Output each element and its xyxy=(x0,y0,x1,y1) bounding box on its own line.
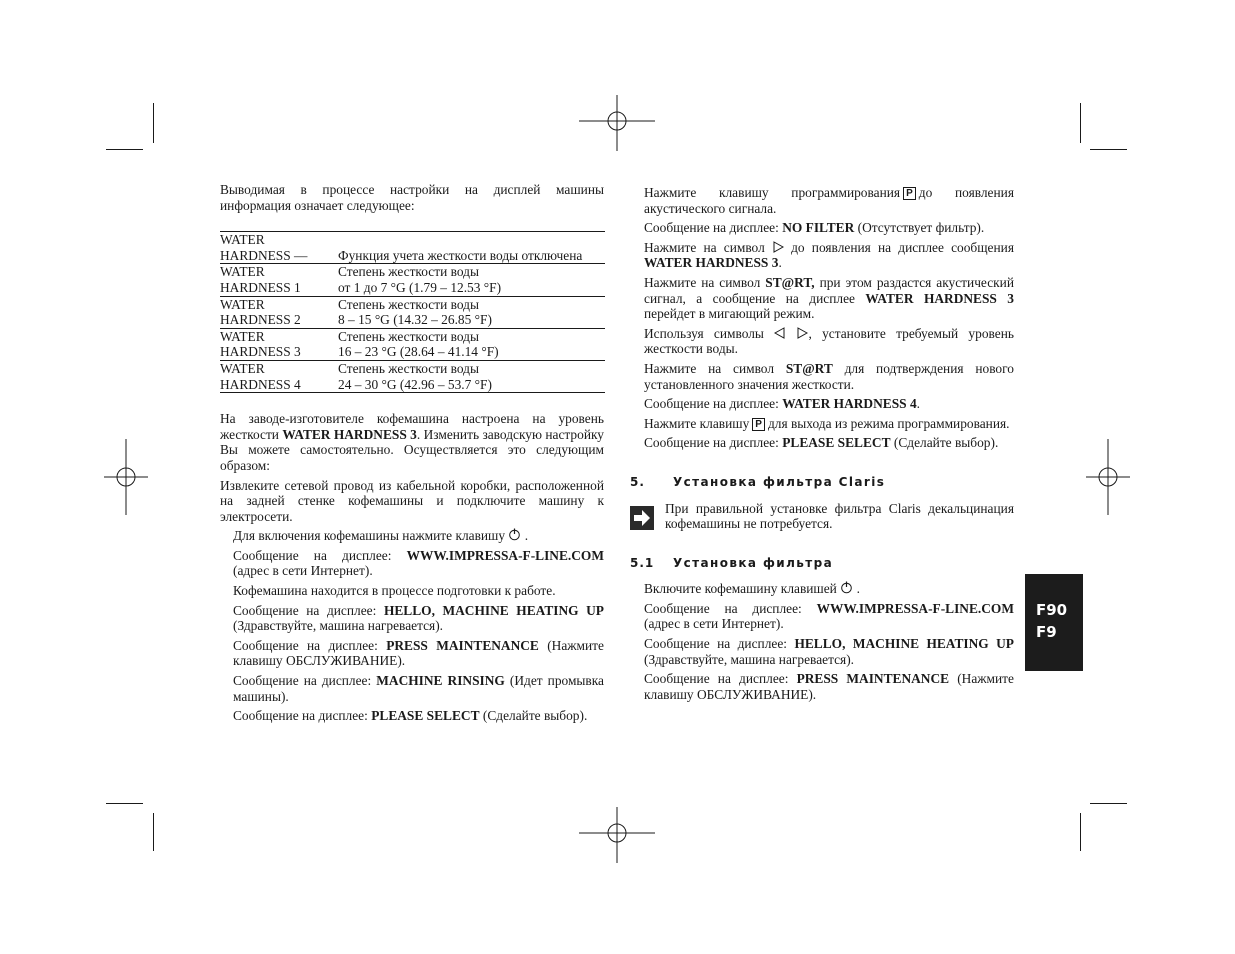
water-hardness-table xyxy=(220,231,605,393)
power-icon xyxy=(508,528,521,541)
table-row: WATER HARDNESS 3 Степень жесткости воды 16 – 23 °G (28.64 – 41.14 °F) xyxy=(220,328,605,360)
display-message-step: Сообщение на дисплее: WWW.IMPRESSA-F-LINE.COM (адрес в сети Интернет). xyxy=(233,547,604,579)
arrow-left-icon xyxy=(774,327,786,339)
registration-mark-icon xyxy=(579,95,655,151)
display-message-step: Сообщение на дисплее: PRESS MAINTENANCE (Нажмите клавишу ОБСЛУЖИВАНИЕ). xyxy=(233,637,604,669)
start-step: Нажмите на символ ST@RT, при этом раздастся акустический сигнал, а сообщение на дисплее WATER HARDNESS 3 перейдет в мигающий режим. xyxy=(644,274,1014,322)
arrow-right-icon xyxy=(772,241,784,253)
crop-mark xyxy=(106,803,143,804)
display-message-step: Сообщение на дисплее: WWW.IMPRESSA-F-LINE.COM (адрес в сети Интернет). xyxy=(644,600,1014,632)
display-message-step: Сообщение на дисплее: PLEASE SELECT (Сделайте выбор). xyxy=(233,708,588,724)
registration-mark-icon xyxy=(104,439,148,515)
registration-mark-icon xyxy=(579,807,655,863)
display-message-step: Сообщение на дисплее: PLEASE SELECT (Сделайте выбор). xyxy=(644,435,999,451)
crop-mark xyxy=(153,813,154,851)
intro-paragraph: Выводимая в процессе настройки на дисплей машины информация означает следующее: xyxy=(220,182,604,213)
table-row: WATER HARDNESS 1 Степень жесткости воды от 1 до 7 °G (1.79 – 12.53 °F) xyxy=(220,264,605,296)
hint-arrow-icon xyxy=(630,506,654,530)
program-key-icon: P xyxy=(903,187,916,200)
programming-step: Нажмите клавишу программирования P до появления акустического сигнала. xyxy=(644,185,1014,216)
table-row: WATER HARDNESS — Функция учета жесткости воды отключена xyxy=(220,232,605,264)
power-on-step: Для включения кофемашины нажмите клавишу . xyxy=(233,528,529,544)
section-heading: 5. Установка фильтра Claris xyxy=(630,474,886,489)
display-message-step: Сообщение на дисплее: WATER HARDNESS 4. xyxy=(644,396,921,412)
arrow-right-icon xyxy=(796,327,808,339)
note-text: При правильной установке фильтра Claris декальцинация кофемашины не потребуется. xyxy=(665,500,1014,532)
crop-mark xyxy=(106,149,143,150)
exit-step: Нажмите клавишу P для выхода из режима программирования. xyxy=(644,415,1010,431)
power-icon xyxy=(840,581,853,594)
confirm-step: Нажмите на символ ST@RT для подтверждения нового установленного значения жесткости. xyxy=(644,360,1014,392)
display-message-step: Сообщение на дисплее: HELLO, MACHINE HEATING UP (Здравствуйте, машина нагревается). xyxy=(233,602,604,634)
factory-setting-paragraph: На заводе-изготовителе кофемашина настроена на уровень жесткости WATER HARDNESS 3. Изменить заводскую настройку Вы можете самостоятельно. Осуществляется это следующим образом: xyxy=(220,411,604,473)
crop-mark xyxy=(1080,103,1081,143)
program-key-icon: P xyxy=(752,418,765,431)
crop-mark xyxy=(1090,803,1127,804)
subsection-heading: 5.1 Установка фильтра xyxy=(630,555,834,570)
table-row: WATER HARDNESS 4 Степень жесткости воды 24 – 30 °G (42.96 – 53.7 °F) xyxy=(220,360,605,392)
table-row: WATER HARDNESS 2 Степень жесткости воды 8 – 15 °G (14.32 – 26.85 °F) xyxy=(220,296,605,328)
display-message-step: Сообщение на дисплее: MACHINE RINSING (Идет промывка машины). xyxy=(233,673,604,704)
crop-mark xyxy=(1080,813,1081,851)
display-message-step: Сообщение на дисплее: HELLO, MACHINE HEATING UP (Здравствуйте, машина нагревается). xyxy=(644,636,1014,667)
symbol-step: Нажмите на символ до появления на дисплее сообщения WATER HARDNESS 3. xyxy=(644,239,1014,271)
cable-paragraph: Извлеките сетевой провод из кабельной коробки, расположенной на задней стенке кофемашины и подключите машину к электросети. xyxy=(220,477,604,524)
model-tab: F90 F9 xyxy=(1025,574,1083,671)
adjust-step: Используя символы , установите требуемый уровень жесткости воды. xyxy=(644,325,1014,357)
preparing-step: Кофемашина находится в процессе подготовки к работе. xyxy=(233,583,556,599)
display-message-step: Сообщение на дисплее: PRESS MAINTENANCE (Нажмите клавишу ОБСЛУЖИВАНИЕ). xyxy=(644,671,1014,702)
right-column xyxy=(630,185,1014,706)
crop-mark xyxy=(1090,149,1127,150)
crop-mark xyxy=(153,103,154,143)
turn-on-step: Включите кофемашину клавишей . xyxy=(644,581,860,597)
left-column xyxy=(220,182,604,728)
display-message-step: Сообщение на дисплее: NO FILTER (Отсутствует фильтр). xyxy=(644,220,985,236)
note-block xyxy=(630,501,1014,532)
registration-mark-icon xyxy=(1086,439,1130,515)
